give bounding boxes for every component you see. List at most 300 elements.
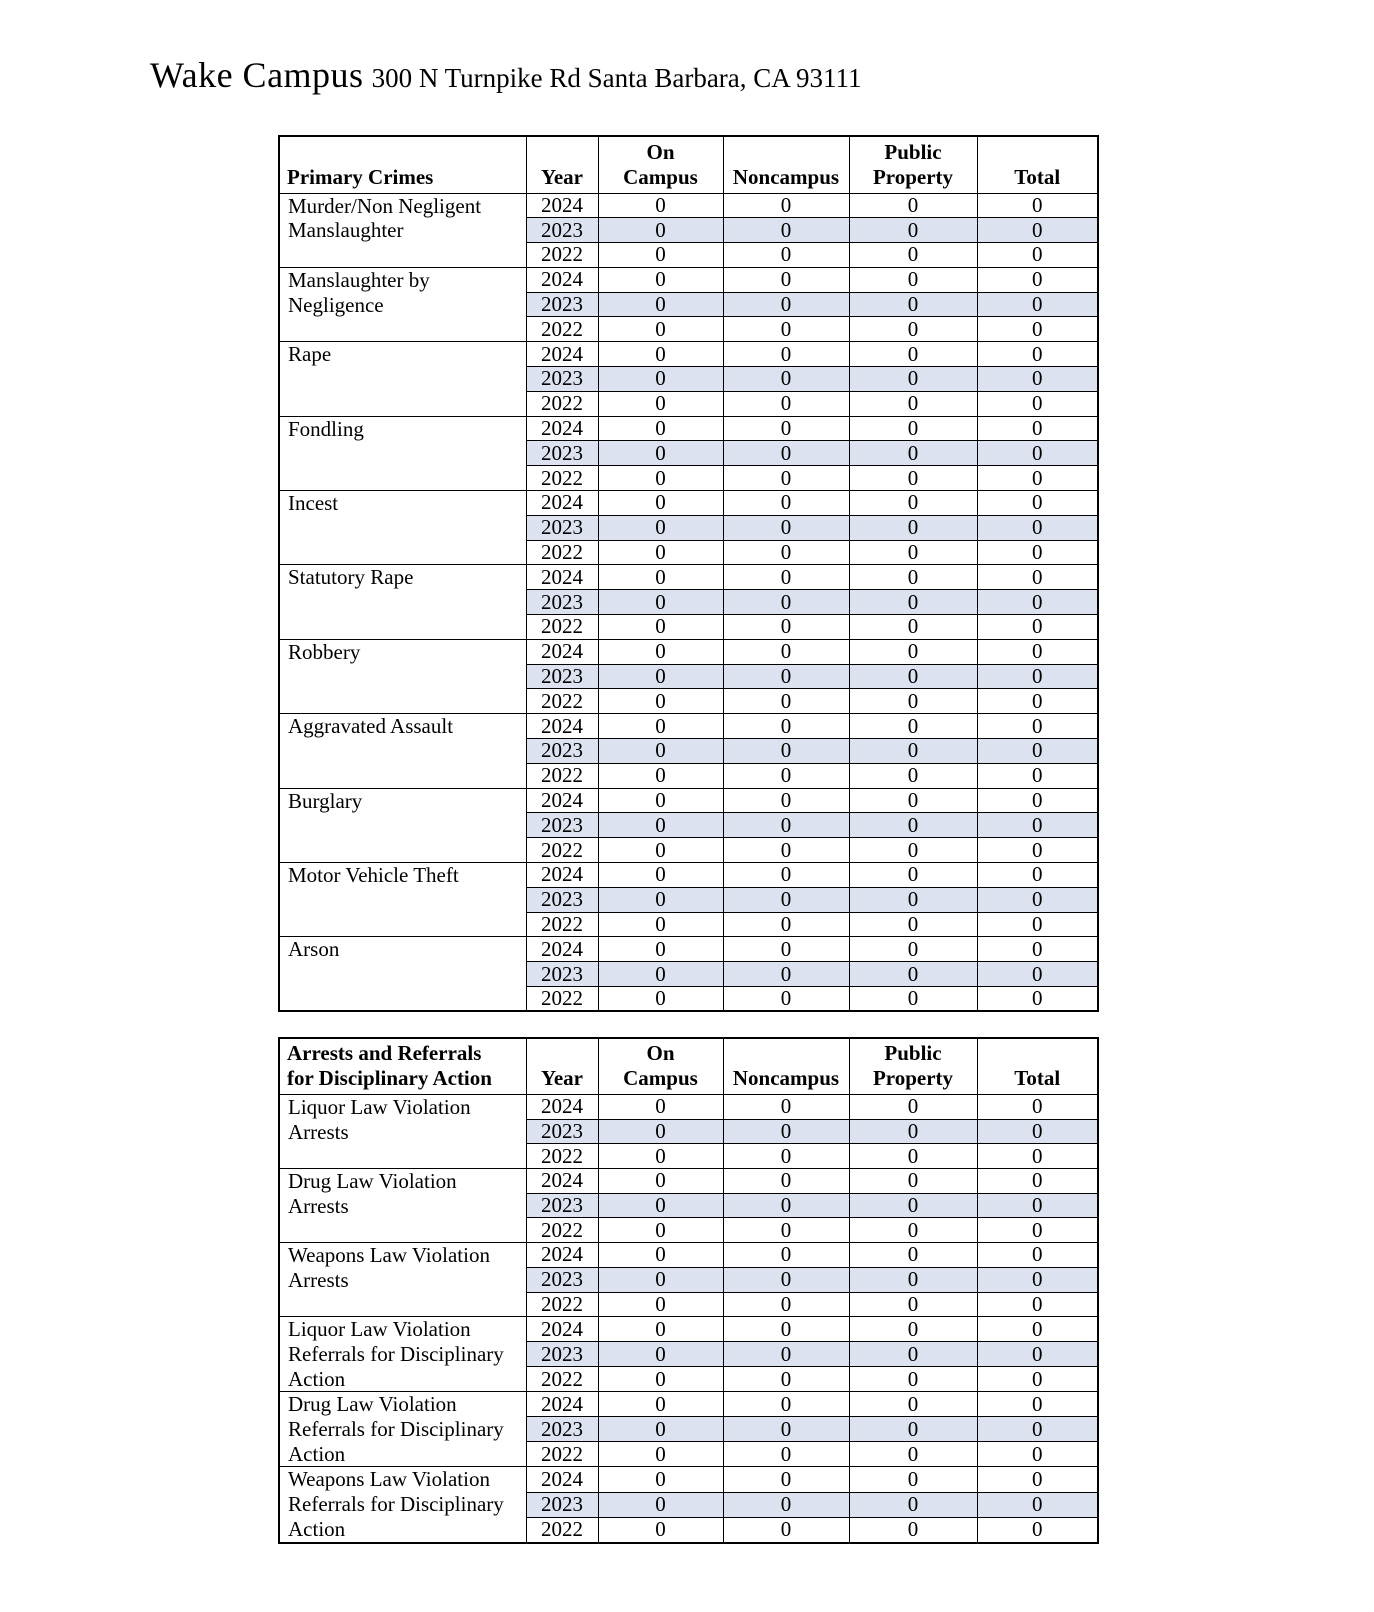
count-cell-total: 0	[977, 1267, 1098, 1292]
column-header-total	[977, 1038, 1098, 1095]
crime-name-line: Burglary	[288, 788, 363, 813]
count-cell-noncampus: 0	[723, 1467, 849, 1492]
count-cell-on-campus: 0	[598, 962, 723, 987]
data-row	[279, 937, 1098, 962]
count-cell-total: 0	[977, 491, 1098, 516]
count-cell-on-campus: 0	[598, 565, 723, 590]
column-header-noncampus	[723, 136, 849, 193]
count-cell-on-campus: 0	[598, 342, 723, 367]
count-cell-on-campus: 0	[598, 639, 723, 664]
year-cell: 2022	[526, 1144, 598, 1169]
count-cell-on-campus: 0	[598, 391, 723, 416]
year-cell: 2022	[526, 1367, 598, 1392]
count-cell-total: 0	[977, 714, 1098, 739]
year-cell: 2023	[526, 887, 598, 912]
count-cell-total: 0	[977, 193, 1098, 218]
year-cell: 2022	[526, 912, 598, 937]
count-cell-public-property: 0	[849, 1342, 977, 1367]
count-cell-public-property: 0	[849, 739, 977, 764]
crime-name-line: Liquor Law Violation	[288, 1095, 471, 1119]
crime-name-line: Action	[288, 1516, 346, 1541]
count-cell-public-property: 0	[849, 1169, 977, 1194]
year-cell: 2024	[526, 937, 598, 962]
count-cell-total: 0	[977, 1517, 1098, 1542]
count-cell-total: 0	[977, 1119, 1098, 1144]
count-cell-on-campus: 0	[598, 1392, 723, 1417]
crime-name-cell	[279, 714, 526, 788]
header-line: Campus	[623, 164, 698, 189]
year-cell: 2023	[526, 590, 598, 615]
count-cell-total: 0	[977, 243, 1098, 268]
count-cell-total: 0	[977, 1442, 1098, 1467]
arrests-referrals-header	[279, 1038, 1098, 1095]
crime-name-line: Arson	[288, 937, 340, 962]
count-cell-total: 0	[977, 1367, 1098, 1392]
count-cell-on-campus: 0	[598, 515, 723, 540]
data-row	[279, 416, 1098, 441]
count-cell-on-campus: 0	[598, 292, 723, 317]
count-cell-noncampus: 0	[723, 615, 849, 640]
count-cell-public-property: 0	[849, 714, 977, 739]
count-cell-total: 0	[977, 788, 1098, 813]
year-cell: 2024	[526, 267, 598, 292]
primary-crimes-header	[279, 136, 1098, 193]
count-cell-on-campus: 0	[598, 739, 723, 764]
year-cell: 2023	[526, 218, 598, 243]
count-cell-public-property: 0	[849, 937, 977, 962]
count-cell-public-property: 0	[849, 193, 977, 218]
crime-name-cell	[279, 267, 526, 341]
crime-name-line: Manslaughter	[288, 218, 404, 243]
count-cell-total: 0	[977, 1169, 1098, 1194]
count-cell-on-campus: 0	[598, 1243, 723, 1268]
column-header-public-property	[849, 136, 977, 193]
count-cell-noncampus: 0	[723, 937, 849, 962]
count-cell-public-property: 0	[849, 1119, 977, 1144]
count-cell-total: 0	[977, 962, 1098, 987]
count-cell-noncampus: 0	[723, 863, 849, 888]
year-cell: 2023	[526, 664, 598, 689]
crime-name-line: Manslaughter by	[288, 267, 430, 292]
count-cell-total: 0	[977, 1144, 1098, 1169]
data-row	[279, 639, 1098, 664]
year-cell: 2022	[526, 317, 598, 342]
count-cell-public-property: 0	[849, 788, 977, 813]
count-cell-noncampus: 0	[723, 292, 849, 317]
crime-name-line: Murder/Non Negligent	[288, 193, 482, 218]
count-cell-public-property: 0	[849, 962, 977, 987]
crime-name-line: Drug Law Violation	[288, 1392, 457, 1417]
count-cell-public-property: 0	[849, 391, 977, 416]
count-cell-public-property: 0	[849, 1492, 977, 1517]
year-cell: 2023	[526, 441, 598, 466]
crime-name-cell	[279, 193, 526, 267]
count-cell-noncampus: 0	[723, 317, 849, 342]
count-cell-on-campus: 0	[598, 218, 723, 243]
count-cell-on-campus: 0	[598, 441, 723, 466]
campus-address: 300 N Turnpike Rd Santa Barbara, CA 93111	[371, 63, 862, 93]
crime-name-cell	[279, 565, 526, 639]
count-cell-public-property: 0	[849, 639, 977, 664]
count-cell-on-campus: 0	[598, 689, 723, 714]
count-cell-on-campus: 0	[598, 416, 723, 441]
count-cell-total: 0	[977, 218, 1098, 243]
year-cell: 2024	[526, 1392, 598, 1417]
data-row	[279, 788, 1098, 813]
crime-name-cell	[279, 1392, 526, 1467]
year-cell: 2023	[526, 813, 598, 838]
count-cell-total: 0	[977, 887, 1098, 912]
count-cell-public-property: 0	[849, 1442, 977, 1467]
column-header-year	[526, 1038, 598, 1095]
count-cell-public-property: 0	[849, 565, 977, 590]
count-cell-public-property: 0	[849, 342, 977, 367]
count-cell-on-campus: 0	[598, 1292, 723, 1317]
count-cell-noncampus: 0	[723, 1095, 849, 1120]
count-cell-on-campus: 0	[598, 1342, 723, 1367]
data-row	[279, 491, 1098, 516]
count-cell-on-campus: 0	[598, 1492, 723, 1517]
count-cell-public-property: 0	[849, 491, 977, 516]
crime-name-cell	[279, 1169, 526, 1243]
crime-name-cell	[279, 1095, 526, 1169]
count-cell-on-campus: 0	[598, 1267, 723, 1292]
year-cell: 2022	[526, 615, 598, 640]
count-cell-total: 0	[977, 615, 1098, 640]
count-cell-public-property: 0	[849, 912, 977, 937]
header-line: Property	[872, 1066, 954, 1090]
count-cell-noncampus: 0	[723, 1292, 849, 1317]
crime-name-line: Statutory Rape	[288, 565, 414, 590]
count-cell-on-campus: 0	[598, 615, 723, 640]
year-cell: 2022	[526, 540, 598, 565]
count-cell-on-campus: 0	[598, 714, 723, 739]
count-cell-public-property: 0	[849, 1193, 977, 1218]
primary-crimes-table	[278, 135, 1099, 1012]
count-cell-public-property: 0	[849, 1267, 977, 1292]
crime-name-line: Motor Vehicle Theft	[288, 863, 459, 888]
header-line: On	[646, 139, 675, 164]
data-row	[279, 193, 1098, 218]
year-cell: 2022	[526, 243, 598, 268]
count-cell-noncampus: 0	[723, 441, 849, 466]
year-cell: 2023	[526, 1267, 598, 1292]
count-cell-total: 0	[977, 987, 1098, 1012]
count-cell-noncampus: 0	[723, 739, 849, 764]
count-cell-public-property: 0	[849, 1095, 977, 1120]
count-cell-public-property: 0	[849, 1417, 977, 1442]
crime-name-cell	[279, 788, 526, 862]
arrests-referrals-table	[278, 1037, 1099, 1544]
count-cell-noncampus: 0	[723, 1492, 849, 1517]
count-cell-total: 0	[977, 1095, 1098, 1120]
count-cell-public-property: 0	[849, 689, 977, 714]
crime-name-line: Negligence	[288, 292, 384, 317]
data-row	[279, 1243, 1098, 1268]
count-cell-total: 0	[977, 367, 1098, 392]
header-line: On	[646, 1041, 675, 1065]
crime-name-line: Fondling	[288, 416, 364, 441]
count-cell-public-property: 0	[849, 416, 977, 441]
count-cell-total: 0	[977, 292, 1098, 317]
count-cell-public-property: 0	[849, 243, 977, 268]
crime-name-cell	[279, 639, 526, 713]
count-cell-public-property: 0	[849, 367, 977, 392]
count-cell-on-campus: 0	[598, 317, 723, 342]
crime-name-cell	[279, 342, 526, 416]
count-cell-noncampus: 0	[723, 1442, 849, 1467]
crime-name-line: Robbery	[288, 639, 361, 664]
count-cell-total: 0	[977, 540, 1098, 565]
data-row	[279, 1392, 1098, 1417]
count-cell-total: 0	[977, 1342, 1098, 1367]
count-cell-on-campus: 0	[598, 267, 723, 292]
header-line: Noncampus	[732, 164, 840, 189]
count-cell-noncampus: 0	[723, 1169, 849, 1194]
count-cell-on-campus: 0	[598, 763, 723, 788]
count-cell-public-property: 0	[849, 1367, 977, 1392]
count-cell-public-property: 0	[849, 1144, 977, 1169]
count-cell-on-campus: 0	[598, 937, 723, 962]
year-cell: 2022	[526, 391, 598, 416]
count-cell-public-property: 0	[849, 615, 977, 640]
data-row	[279, 565, 1098, 590]
column-header-on-campus	[598, 1038, 723, 1095]
count-cell-on-campus: 0	[598, 1169, 723, 1194]
count-cell-public-property: 0	[849, 1392, 977, 1417]
count-cell-on-campus: 0	[598, 887, 723, 912]
crime-name-cell	[279, 1467, 526, 1543]
count-cell-on-campus: 0	[598, 1218, 723, 1243]
count-cell-total: 0	[977, 441, 1098, 466]
count-cell-public-property: 0	[849, 441, 977, 466]
data-row	[279, 342, 1098, 367]
count-cell-noncampus: 0	[723, 987, 849, 1012]
count-cell-on-campus: 0	[598, 590, 723, 615]
year-cell: 2022	[526, 689, 598, 714]
count-cell-total: 0	[977, 664, 1098, 689]
count-cell-public-property: 0	[849, 1218, 977, 1243]
year-cell: 2022	[526, 763, 598, 788]
count-cell-total: 0	[977, 1292, 1098, 1317]
count-cell-total: 0	[977, 1467, 1098, 1492]
data-row	[279, 1169, 1098, 1194]
count-cell-total: 0	[977, 1193, 1098, 1218]
count-cell-noncampus: 0	[723, 788, 849, 813]
header-line: Campus	[623, 1066, 698, 1090]
header-line: for Disciplinary Action	[287, 1066, 492, 1090]
header-line: Total	[1014, 1066, 1061, 1090]
year-cell: 2024	[526, 193, 598, 218]
count-cell-on-campus: 0	[598, 813, 723, 838]
count-cell-total: 0	[977, 1492, 1098, 1517]
count-cell-noncampus: 0	[723, 838, 849, 863]
count-cell-noncampus: 0	[723, 590, 849, 615]
crime-name-line: Weapons Law Violation	[288, 1467, 490, 1492]
count-cell-on-campus: 0	[598, 367, 723, 392]
count-cell-public-property: 0	[849, 317, 977, 342]
count-cell-noncampus: 0	[723, 342, 849, 367]
count-cell-on-campus: 0	[598, 193, 723, 218]
crime-name-line: Weapons Law Violation	[288, 1243, 490, 1268]
count-cell-public-property: 0	[849, 1243, 977, 1268]
year-cell: 2024	[526, 639, 598, 664]
column-header-on-campus	[598, 136, 723, 193]
count-cell-noncampus: 0	[723, 218, 849, 243]
count-cell-on-campus: 0	[598, 912, 723, 937]
count-cell-on-campus: 0	[598, 1467, 723, 1492]
crime-name-line: Arrests	[288, 1267, 349, 1292]
count-cell-total: 0	[977, 1218, 1098, 1243]
header-line: Arrests and Referrals	[287, 1041, 482, 1065]
count-cell-noncampus: 0	[723, 367, 849, 392]
crime-name-line: Rape	[288, 342, 332, 367]
count-cell-total: 0	[977, 912, 1098, 937]
column-header-year	[526, 136, 598, 193]
count-cell-total: 0	[977, 565, 1098, 590]
year-cell: 2022	[526, 1292, 598, 1317]
primary-crimes-body	[279, 193, 1098, 1011]
count-cell-on-campus: 0	[598, 1193, 723, 1218]
column-header-arrests-referrals-category	[279, 1038, 526, 1095]
year-cell: 2023	[526, 367, 598, 392]
count-cell-public-property: 0	[849, 838, 977, 863]
header-line: Public	[884, 1041, 942, 1065]
header-line: Year	[541, 164, 583, 189]
year-cell: 2024	[526, 863, 598, 888]
count-cell-noncampus: 0	[723, 639, 849, 664]
count-cell-total: 0	[977, 739, 1098, 764]
count-cell-public-property: 0	[849, 218, 977, 243]
year-cell: 2023	[526, 1417, 598, 1442]
year-cell: 2023	[526, 1119, 598, 1144]
crime-name-line: Arrests	[288, 1119, 349, 1144]
count-cell-on-campus: 0	[598, 1517, 723, 1542]
crime-name-cell	[279, 491, 526, 565]
column-header-noncampus	[723, 1038, 849, 1095]
count-cell-noncampus: 0	[723, 1417, 849, 1442]
data-row	[279, 714, 1098, 739]
year-cell: 2023	[526, 1193, 598, 1218]
year-cell: 2024	[526, 1243, 598, 1268]
count-cell-noncampus: 0	[723, 1193, 849, 1218]
count-cell-on-campus: 0	[598, 987, 723, 1012]
count-cell-noncampus: 0	[723, 1119, 849, 1144]
crime-name-line: Liquor Law Violation	[288, 1317, 471, 1342]
year-cell: 2024	[526, 1467, 598, 1492]
count-cell-on-campus: 0	[598, 863, 723, 888]
count-cell-noncampus: 0	[723, 887, 849, 912]
crime-name-line: Referrals for Disciplinary	[288, 1341, 504, 1366]
count-cell-public-property: 0	[849, 664, 977, 689]
year-cell: 2023	[526, 292, 598, 317]
count-cell-noncampus: 0	[723, 912, 849, 937]
year-cell: 2022	[526, 1442, 598, 1467]
header-row	[279, 1038, 1098, 1095]
crime-name-cell	[279, 1243, 526, 1317]
count-cell-noncampus: 0	[723, 962, 849, 987]
count-cell-public-property: 0	[849, 813, 977, 838]
count-cell-on-campus: 0	[598, 1442, 723, 1467]
year-cell: 2024	[526, 788, 598, 813]
count-cell-noncampus: 0	[723, 491, 849, 516]
year-cell: 2023	[526, 1492, 598, 1517]
count-cell-public-property: 0	[849, 590, 977, 615]
crime-name-line: Referrals for Disciplinary	[288, 1492, 504, 1517]
count-cell-total: 0	[977, 1317, 1098, 1342]
count-cell-noncampus: 0	[723, 813, 849, 838]
data-row	[279, 1467, 1098, 1492]
count-cell-noncampus: 0	[723, 540, 849, 565]
count-cell-public-property: 0	[849, 1317, 977, 1342]
count-cell-noncampus: 0	[723, 515, 849, 540]
count-cell-public-property: 0	[849, 1292, 977, 1317]
count-cell-on-campus: 0	[598, 788, 723, 813]
year-cell: 2024	[526, 1317, 598, 1342]
crime-name-line: Referrals for Disciplinary	[288, 1417, 504, 1441]
count-cell-public-property: 0	[849, 887, 977, 912]
column-header-total	[977, 136, 1098, 193]
count-cell-noncampus: 0	[723, 193, 849, 218]
year-cell: 2022	[526, 987, 598, 1012]
count-cell-public-property: 0	[849, 863, 977, 888]
count-cell-noncampus: 0	[723, 763, 849, 788]
column-header-primary-crimes-category	[279, 136, 526, 193]
year-cell: 2022	[526, 466, 598, 491]
count-cell-noncampus: 0	[723, 1243, 849, 1268]
year-cell: 2024	[526, 342, 598, 367]
crime-name-line: Action	[288, 1366, 346, 1391]
header-line: Property	[872, 164, 954, 189]
year-cell: 2022	[526, 838, 598, 863]
count-cell-total: 0	[977, 515, 1098, 540]
count-cell-total: 0	[977, 689, 1098, 714]
header-line: Public	[884, 139, 942, 164]
count-cell-on-campus: 0	[598, 540, 723, 565]
year-cell: 2023	[526, 515, 598, 540]
count-cell-total: 0	[977, 590, 1098, 615]
count-cell-noncampus: 0	[723, 1317, 849, 1342]
year-cell: 2023	[526, 962, 598, 987]
crime-name-line: Drug Law Violation	[288, 1169, 457, 1194]
count-cell-public-property: 0	[849, 1517, 977, 1542]
header-line: Total	[1014, 164, 1061, 189]
count-cell-total: 0	[977, 416, 1098, 441]
crime-name-cell	[279, 937, 526, 1011]
year-cell: 2024	[526, 491, 598, 516]
year-cell: 2024	[526, 714, 598, 739]
count-cell-total: 0	[977, 763, 1098, 788]
count-cell-noncampus: 0	[723, 1367, 849, 1392]
count-cell-on-campus: 0	[598, 1144, 723, 1169]
count-cell-total: 0	[977, 391, 1098, 416]
count-cell-on-campus: 0	[598, 243, 723, 268]
year-cell: 2024	[526, 565, 598, 590]
count-cell-total: 0	[977, 342, 1098, 367]
page-title	[150, 54, 862, 96]
year-cell: 2024	[526, 1095, 598, 1120]
year-cell: 2024	[526, 416, 598, 441]
count-cell-public-property: 0	[849, 987, 977, 1012]
count-cell-on-campus: 0	[598, 1317, 723, 1342]
crime-name-line: Incest	[288, 491, 339, 516]
count-cell-total: 0	[977, 1392, 1098, 1417]
year-cell: 2022	[526, 1218, 598, 1243]
header-row	[279, 136, 1098, 193]
count-cell-noncampus: 0	[723, 1517, 849, 1542]
count-cell-noncampus: 0	[723, 267, 849, 292]
column-header-public-property	[849, 1038, 977, 1095]
